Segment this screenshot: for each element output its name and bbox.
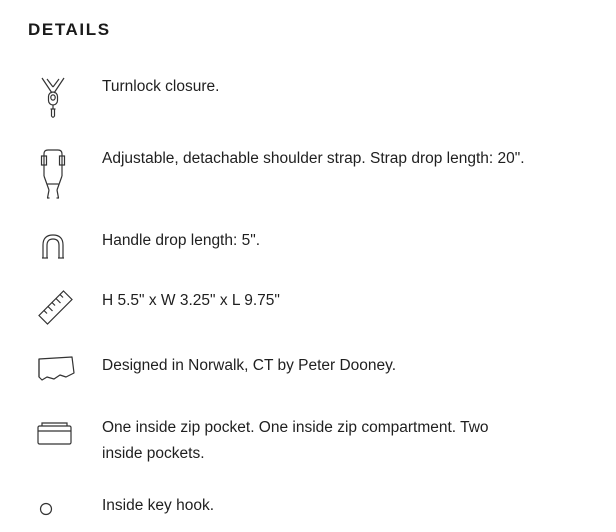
- handle-icon: [28, 228, 102, 262]
- detail-text: H 5.5" x W 3.25" x L 9.75": [102, 292, 280, 310]
- key-hook-icon: [28, 493, 102, 520]
- detail-text: Turnlock closure.: [102, 78, 220, 96]
- detail-text: One inside zip pocket. One inside zip compartment. Two inside pockets.: [102, 419, 489, 463]
- shoulder-strap-icon: [28, 146, 102, 202]
- list-item: [28, 228, 592, 262]
- inside-pocket-icon: [28, 415, 102, 449]
- ruler-icon: [28, 288, 102, 327]
- page-title: DETAILS: [28, 20, 111, 39]
- details-list: [28, 74, 592, 520]
- list-item: [28, 415, 592, 467]
- list-item: [28, 146, 592, 202]
- list-item: [28, 353, 592, 389]
- connecticut-map-icon: [28, 353, 102, 389]
- detail-text: Inside key hook.: [102, 497, 215, 515]
- list-item: [28, 493, 592, 520]
- detail-text: Handle drop length: 5".: [102, 232, 261, 250]
- zipper-pull-icon: [28, 74, 102, 120]
- detail-text: Adjustable, detachable shoulder strap. Strap drop length: 20".: [102, 150, 525, 168]
- list-item: [28, 288, 592, 327]
- detail-text: Designed in Norwalk, CT by Peter Dooney.: [102, 357, 397, 375]
- list-item: [28, 74, 592, 120]
